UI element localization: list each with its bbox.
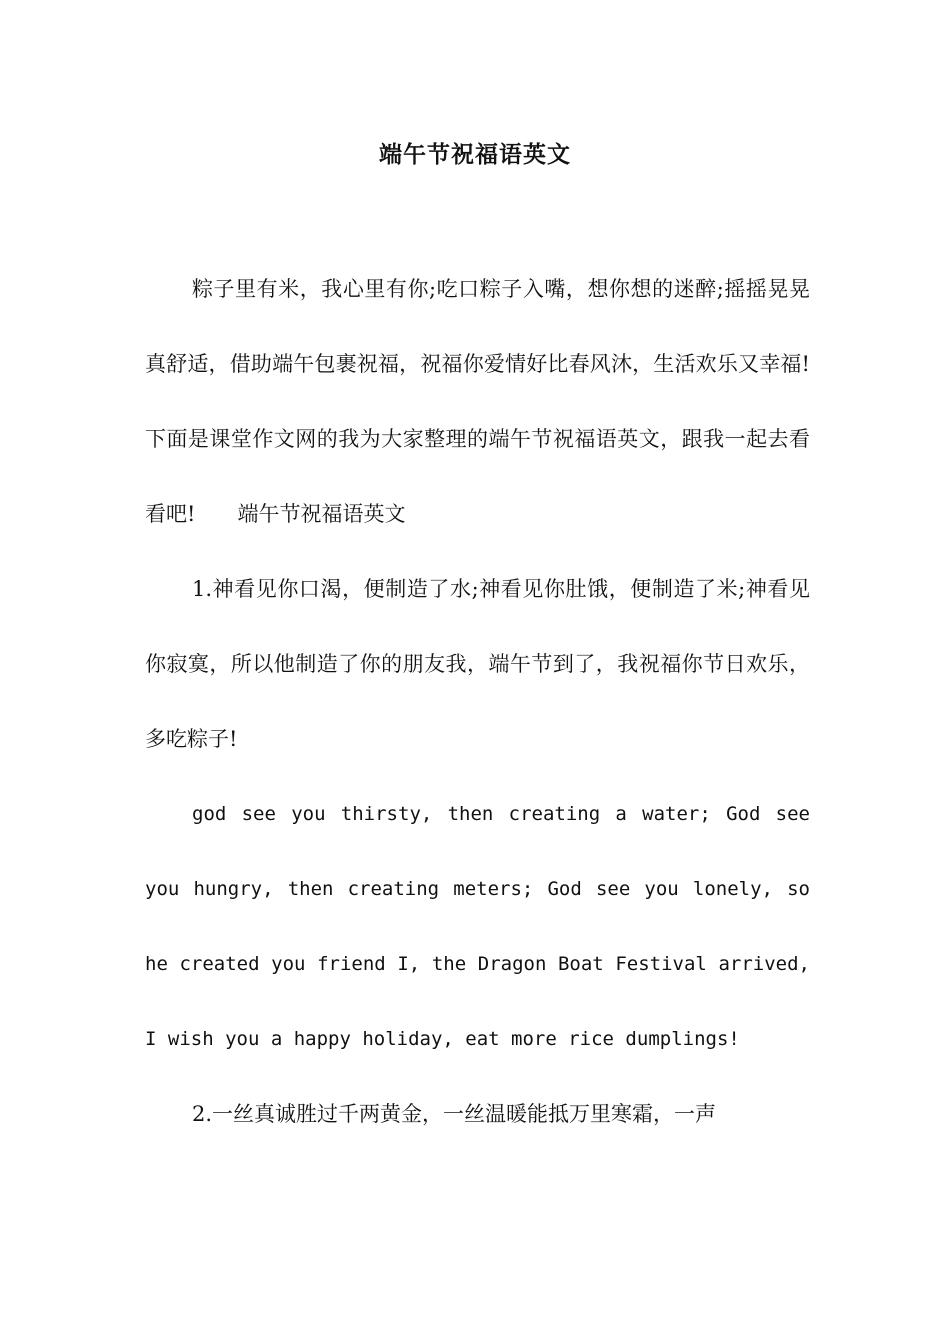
intro-text: 粽子里有米，我心里有你;吃口粽子入嘴，想你想的迷醉;摇摇晃晃真舒适，借助端午包裹祝福，祝福你爱情好比春风沐，生活欢乐又幸福!下面是课堂作文网的我为大家整理的端午节祝福语英文，跟我一起去看看吧! — [145, 277, 810, 526]
document-title: 端午节祝福语英文 — [379, 141, 571, 168]
document-body — [145, 252, 810, 1152]
intro-subheading: 端午节祝福语英文 — [237, 502, 406, 526]
item-1-english-paragraph: god see you thirsty, then creating a water; God see you hungry, then creating meters; God see you lonely, so he created you friend I, the Dragon Boat Festival arrived, I wish you a happy holiday, eat more rice dumplings! — [145, 803, 810, 1050]
item-2-chinese-paragraph: 2.一丝真诚胜过千两黄金，一丝温暖能抵万里寒霜，一声 — [192, 1102, 717, 1126]
intro-paragraph — [145, 252, 810, 552]
item-1-chinese-paragraph: 1.神看见你口渴，便制造了水;神看见你肚饿，便制造了米;神看见你寂寞，所以他制造了你的朋友我，端午节到了，我祝福你节日欢乐，多吃粽子! — [145, 577, 810, 751]
